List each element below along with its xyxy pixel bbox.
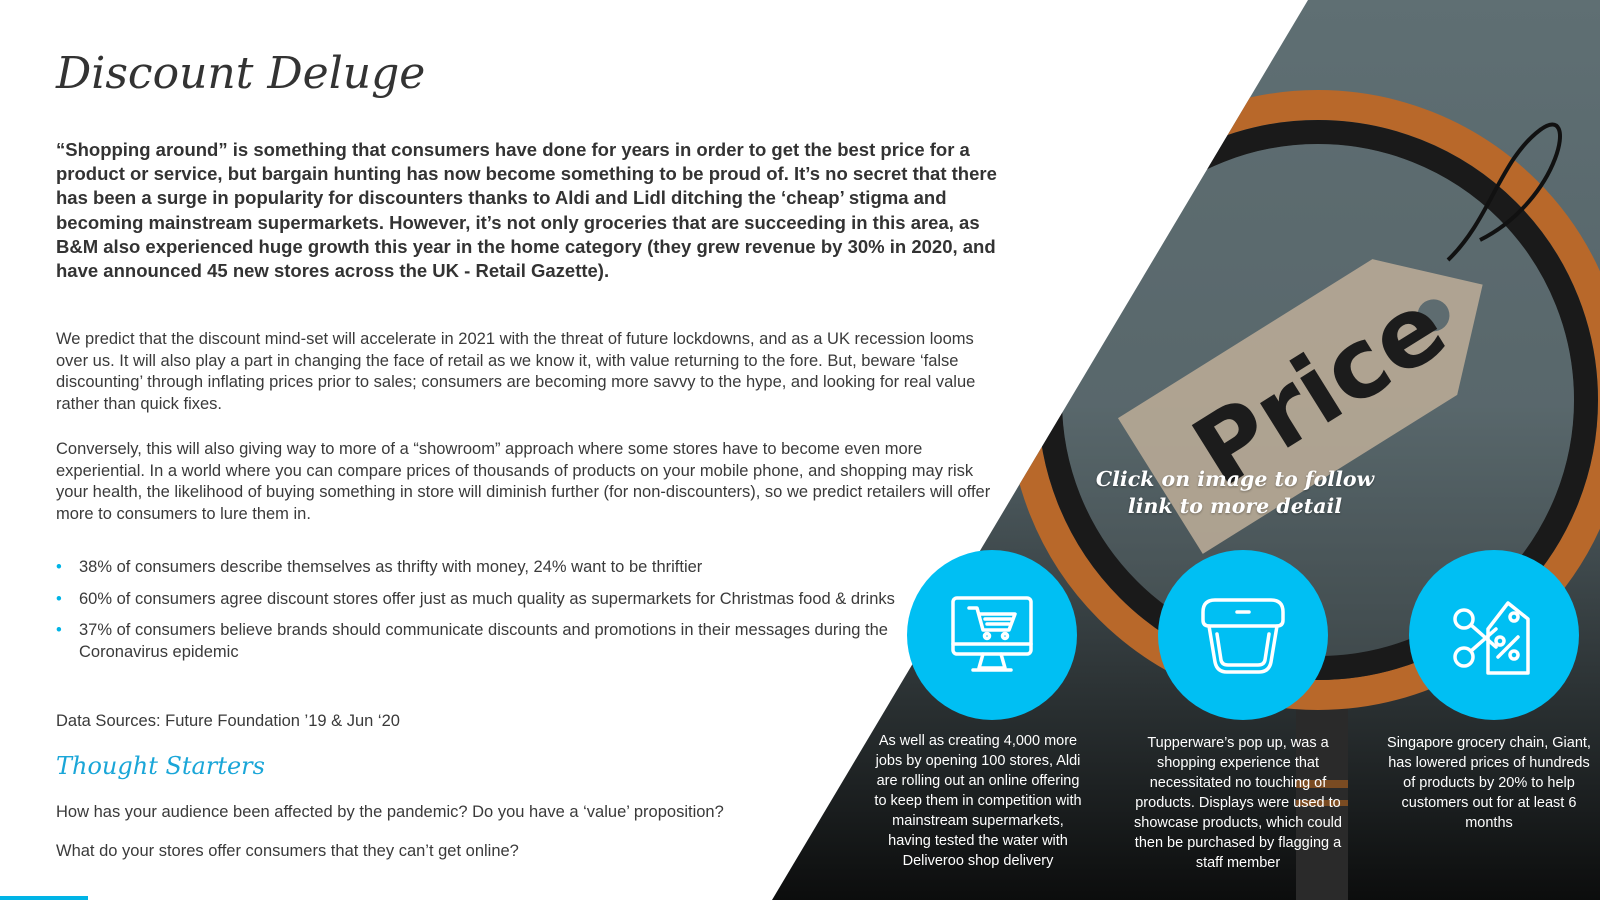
list-item: • 37% of consumers believe brands should communicate discounts and promotions in their messages during the Coronavirus epidemic	[56, 621, 888, 661]
card-caption-giant: Singapore grocery chain, Giant, has lowered prices of hundreds of products by 20% to help customers out for at least 6 months	[1387, 735, 1591, 831]
price-tag-text: Price	[1174, 269, 1465, 509]
list-item: • 60% of consumers agree discount stores offer just as much quality as supermarkets for Christmas food & drinks	[56, 589, 916, 611]
storage-container-icon[interactable]	[1158, 550, 1328, 720]
body-paragraph-2: Conversely, this will also giving way to more of a “showroom” approach where some stores have to become even more experiential. In a world where you can compare prices of thousands of products on your mobile phone, and shopping may risk your health, the likelihood of buying something in store will diminish further (for non-discounters), so we predict retailers will offer more to consumers to lure them in.	[56, 440, 991, 523]
list-item: • 38% of consumers describe themselves as thrifty with money, 24% want to be thriftier	[56, 557, 916, 579]
card-caption-aldi: As well as creating 4,000 more jobs by opening 100 stores, Aldi are rolling out an online offering to keep them in competition with mainstream supermarkets, having tested the water with Deliveroo shop delivery	[874, 733, 1082, 869]
bullet-icon: •	[56, 621, 62, 639]
thought-starters-heading: Thought Starters	[56, 752, 265, 780]
body-paragraph-1: We predict that the discount mind-set will accelerate in 2021 with the threat of future lockdowns, and as a UK recession looms over us. It will also play a part in changing the face of retail as we know it, with value returning to the fore. But, beware ‘false discounting’ through inflating prices prior to sales; consumers are becoming more savvy to the hype, and looking for real value rather than quick fixes.	[56, 330, 976, 413]
bullet-icon: •	[56, 589, 62, 608]
scissors-price-tag-icon[interactable]	[1409, 550, 1579, 720]
click-hint[interactable]: Click on image to follow link to more detail	[1095, 467, 1375, 518]
card-caption-tupperware: Tupperware’s pop up, was a shopping experience that necessitated no touching of products. Displays were used to showcase products, which could then be purchased by flagging a staff member	[1134, 735, 1342, 871]
bullet-icon: •	[56, 558, 62, 576]
thought-question-1: How has your audience been affected by the pandemic? Do you have a ‘value’ proposition?	[56, 803, 724, 821]
thought-question-2: What do your stores offer consumers that they can’t get online?	[56, 842, 519, 860]
stats-list	[56, 557, 916, 673]
accent-divider	[0, 896, 88, 900]
computer-shopping-cart-icon[interactable]	[907, 550, 1077, 720]
data-sources: Data Sources: Future Foundation ’19 & Jun ‘20	[56, 712, 400, 730]
page-title: Discount Deluge	[56, 48, 426, 99]
intro-paragraph: “Shopping around” is something that consumers have done for years in order to get the best price for a product or service, but bargain hunting has now become something to be proud of. It’s no secret that there has been a surge in popularity for discounters thanks to Aldi and Lidl ditching the ‘cheap’ stigma and becoming mainstream supermarkets. However, it’s not only groceries that are succeeding in this area, as B&M also experienced huge growth this year in the home category (they grew revenue by 30% in 2020, and have announced 45 new stores across the UK - Retail Gazette).	[56, 139, 997, 282]
